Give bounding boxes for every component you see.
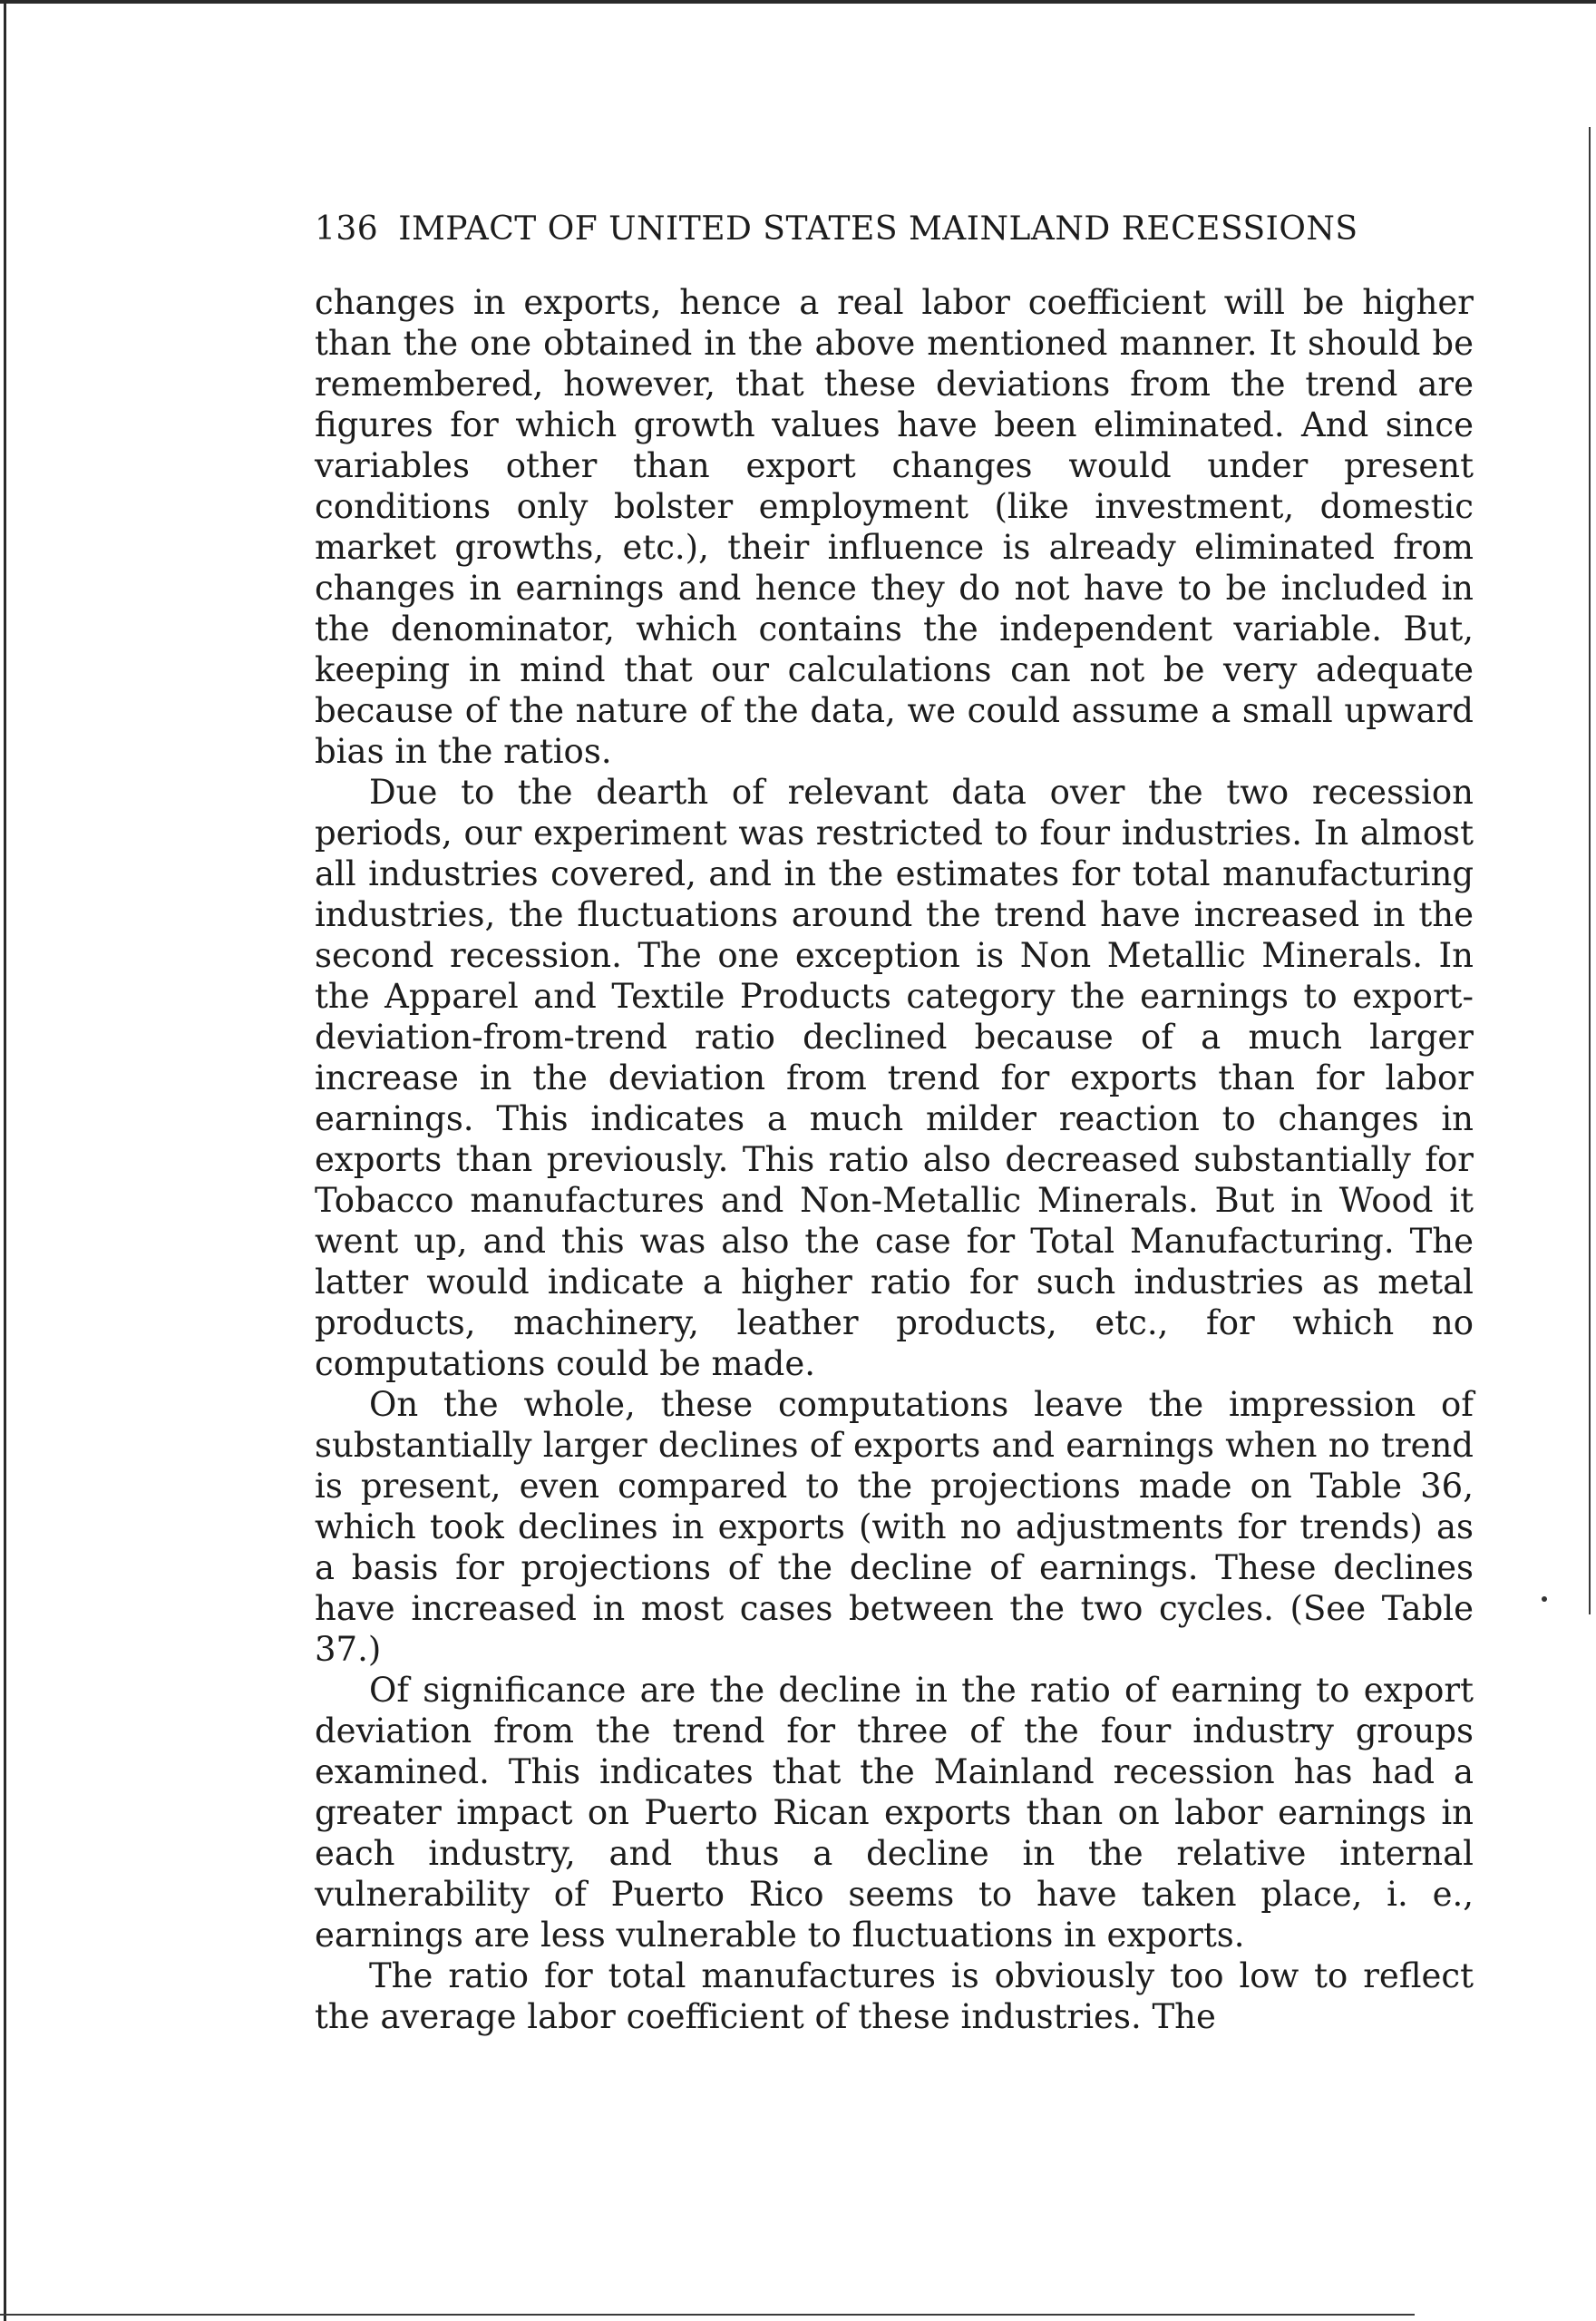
stray-ink-mark <box>1542 1596 1547 1602</box>
paragraph-continued: changes in exports, hence a real labor coefficient will be higher than the one obtained in the above mentioned manner. It should be remembered, however, that these deviations from the trend are figures for which growth values have been eliminated. And since variables other than export changes would under present conditions only bolster employment (like investment, domestic market growths, etc.), their influence is already eliminated from changes in earnings and hence they do not have to be included in the denominator, which contains the independent variable. But, keeping in mind that our calculations can not be very adequate because of the nature of the data, we could assume a small upward bias in the ratios. <box>315 283 1474 771</box>
page-edge-top <box>0 0 1596 4</box>
page-edge-right <box>1589 127 1591 1614</box>
paragraph: On the whole, these computations leave the impression of substantially larger declines of exports and earnings when no trend is present, even compared to the projections made on Table 36, which took declines in exports (with no adjustments for trends) as a basis for projections of the decline of earnings. These declines have increased in most cases between the two cycles. (See Table 37.) <box>315 1385 1474 1669</box>
body-text <box>315 282 1474 2037</box>
page-edge-left <box>4 0 6 2321</box>
running-header <box>315 210 1484 248</box>
paragraph: Due to the dearth of relevant data over the two recession periods, our experiment was restricted to four industries. In almost all industries covered, and in the estimates for total manufacturing industries, the fluctuations around the trend have increased in the second recession. The one exception is Non Metallic Minerals. In the Apparel and Textile Products category the earnings to export-deviation-from-trend ratio declined because of a much larger increase in the deviation from trend for exports than for labor earnings. This indicates a much milder reaction to changes in exports than previously. This ratio also decreased substantially for Tobacco manufactures and Non-Metallic Minerals. But in Wood it went up, and this was also the case for Total Manufacturing. The latter would indicate a higher ratio for such industries as metal products, machinery, leather products, etc., for which no computations could be made. <box>315 773 1474 1383</box>
paragraph: Of significance are the decline in the ratio of earning to export deviation from the trend for three of the four industry groups examined. This indicates that the Mainland recession has had a greater impact on Puerto Rican exports than on labor earnings in each industry, and thus a decline in the relative internal vulnerability of Puerto Rico seems to have taken place, i. e., earnings are less vulnerable to fluctuations in exports. <box>315 1671 1474 1955</box>
running-title: IMPACT OF UNITED STATES MAINLAND RECESSIONS <box>398 210 1358 248</box>
page-edge-bottom <box>0 2314 1415 2316</box>
paragraph: The ratio for total manufactures is obviously too low to reflect the average labor coefficient of these industries. The <box>315 1956 1474 2036</box>
page-number: 136 <box>315 210 379 248</box>
